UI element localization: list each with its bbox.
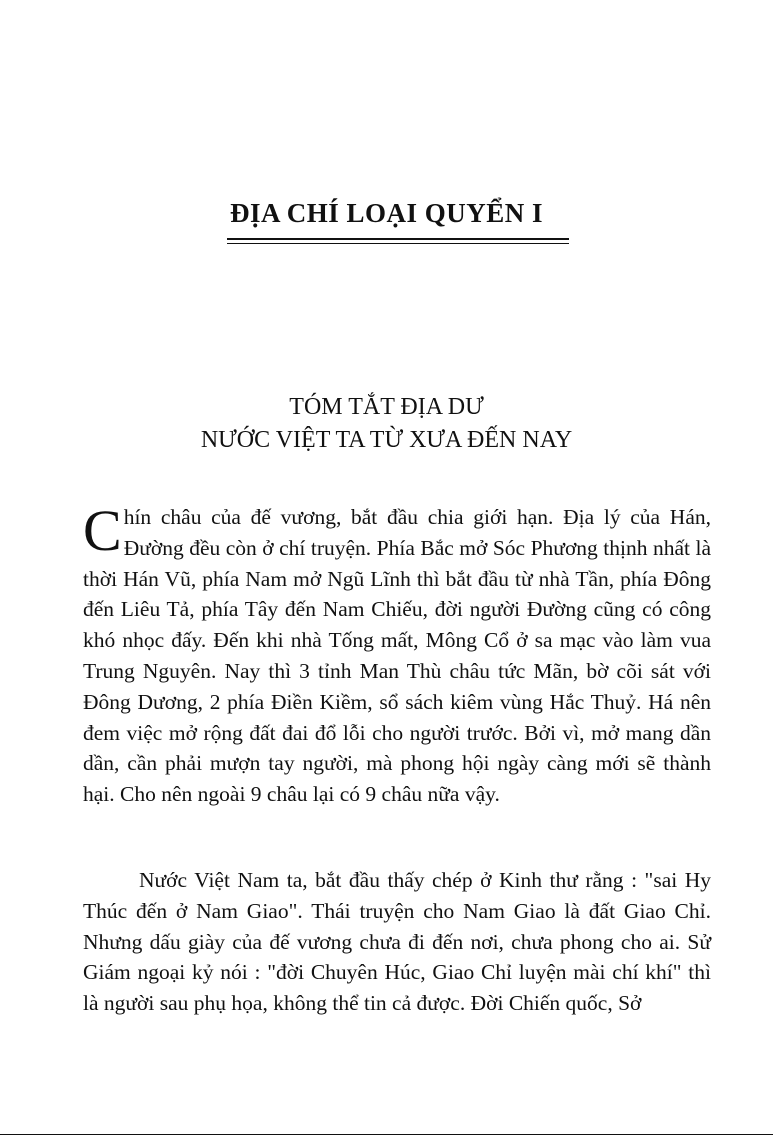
title-underline-thick: [227, 238, 569, 240]
title-underline-thin: [227, 243, 569, 244]
body-paragraph-2: Nước Việt Nam ta, bắt đầu thấy chép ở Kinh thư rằng : "sai Hy Thúc đến ở Nam Giao". Thái truyện cho Nam Giao là đất Giao Chỉ. Nhưng dấu giày của đế vương chưa đi đến nơi, chưa phong cho ai. Sử Giám ngoại kỷ nói : "đời Chuyên Húc, Giao Chỉ luyện mài chí khí" thì là người sau phụ họa, không thể tin cả được. Đời Chiến quốc, Sở: [83, 868, 711, 1016]
page-bottom-edge: [0, 1134, 773, 1135]
chapter-title: ĐỊA CHÍ LOẠI QUYỂN I: [229, 198, 544, 228]
section-heading-line-2: NƯỚC VIỆT TA TỪ XƯA ĐẾN NAY: [200, 427, 573, 453]
paragraph-1-text: hín châu của đế vương, bắt đầu chia giới hạn. Địa lý của Hán, Đường đều còn ở chí truyện. Phía Bắc mở Sóc Phương thịnh nhất là thời Hán Vũ, phía Nam mở Ngũ Lĩnh thì bắt đầu từ nhà Tần, phía Đông đến Liêu Tả, phía Tây đến Nam Chiếu, đời người Đường cũng có công khó nhọc đấy. Đến khi nhà Tống mất, Mông Cổ ở sa mạc vào làm vua Trung Nguyên. Nay thì 3 tỉnh Man Thù châu tức Mãn, bờ cõi sát với Đông Dương, 2 phía Điền Kiềm, sổ sách kiêm vùng Hắc Thuỷ. Há nên đem việc mở rộng đất đai đổ lỗi cho người trước. Bởi vì, mở mang dần dần, cần phải mượn tay người, mà phong hội ngày càng mới sẽ thành hại. Cho nên ngoài 9 châu lại có 9 châu nữa vậy.: [83, 505, 711, 807]
drop-cap: C: [83, 498, 122, 563]
body-paragraph-1: [83, 498, 711, 810]
section-heading-line-1: TÓM TẮT ĐỊA DƯ: [289, 394, 484, 420]
